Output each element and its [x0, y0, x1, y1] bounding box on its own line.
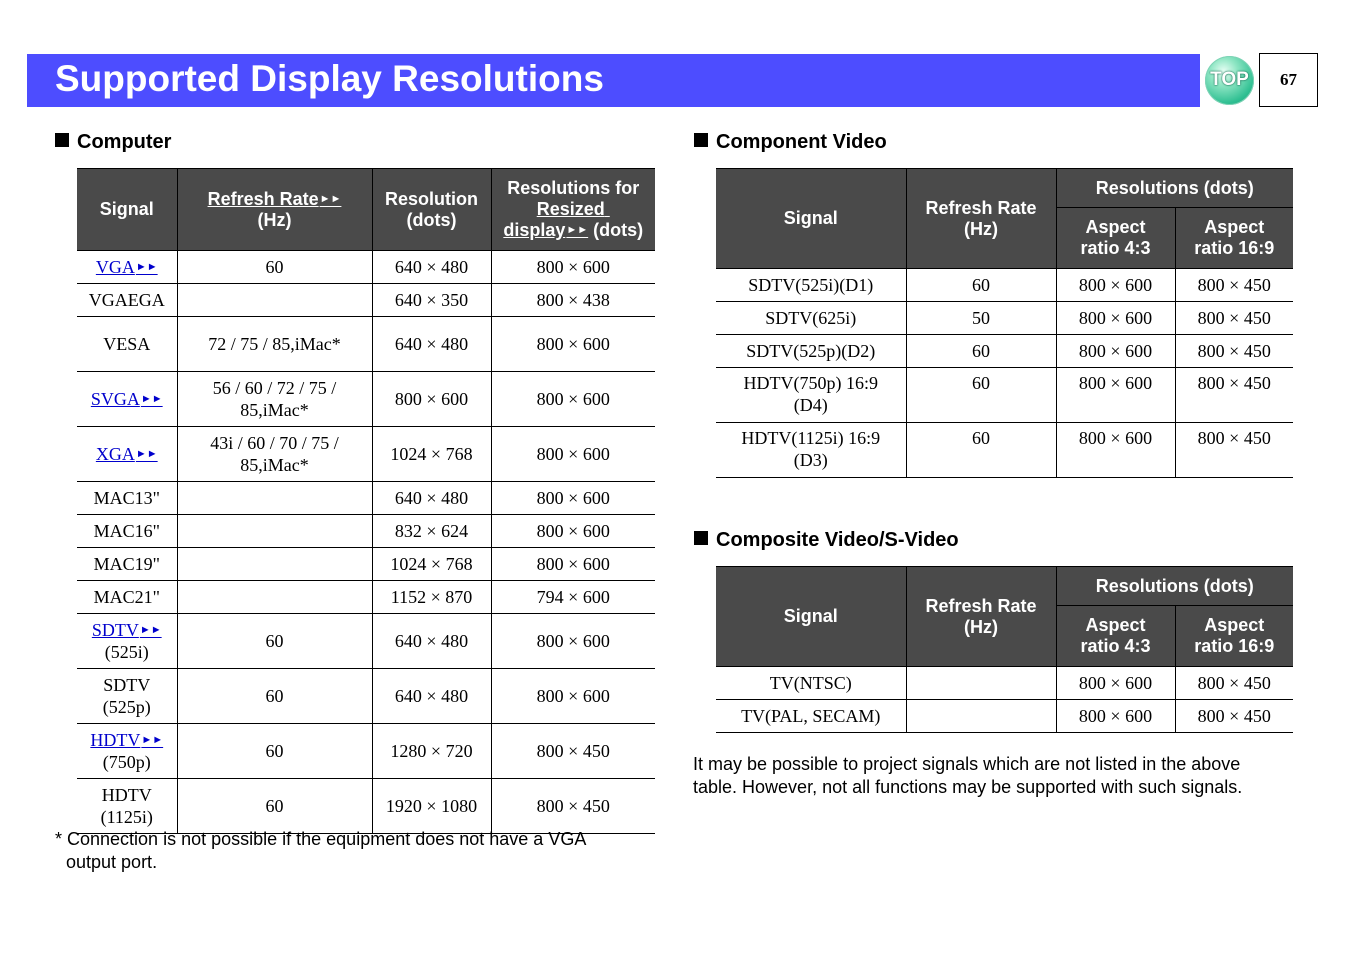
composite-table-body: [716, 667, 1293, 733]
aspect169-cell: 800 × 450: [1175, 269, 1293, 302]
refresh-cell: [177, 581, 372, 614]
table-row: [77, 779, 655, 834]
signal-link-label: HDTV: [90, 730, 141, 750]
signal-cell: [716, 335, 906, 368]
table-row: [716, 423, 1293, 478]
composite-refresh-line1: Refresh Rate: [925, 595, 1037, 616]
resolution-cell: 832 × 624: [372, 515, 491, 548]
composite-aspect169-line1: Aspect: [1204, 615, 1265, 635]
page-number: 67: [1280, 70, 1297, 89]
signal-sub-label: (525i): [104, 642, 149, 662]
refresh-unit: (Hz): [257, 209, 292, 230]
composite-header-row1: [716, 567, 1293, 606]
double-right-arrow-icon: ►►: [135, 261, 158, 273]
refresh-cell: 60: [177, 251, 372, 284]
resized-cell: 800 × 600: [491, 482, 655, 515]
aspect43-cell: 800 × 600: [1056, 368, 1175, 423]
composite-refresh-line2: (Hz): [964, 616, 998, 637]
table-row: [716, 368, 1293, 423]
resized-cell: 800 × 600: [491, 669, 655, 724]
signal-link[interactable]: [96, 444, 158, 464]
refresh-cell: 60: [906, 335, 1056, 368]
composite-table: [716, 566, 1293, 733]
signal-label: SDTV(525p)(D2): [746, 341, 876, 361]
page-number-box: [1259, 53, 1318, 107]
refresh-cell: 60: [906, 423, 1056, 478]
signal-cell: [77, 427, 177, 482]
resized-cell: 800 × 600: [491, 515, 655, 548]
refresh-cell: 60: [177, 779, 372, 834]
refresh-cell: 60: [177, 724, 372, 779]
computer-header-resized: [491, 169, 655, 251]
signal-cell: [716, 302, 906, 335]
signal-cell: [77, 284, 177, 317]
double-right-arrow-icon: ►►: [139, 624, 162, 636]
aspect169-cell: 800 × 450: [1175, 423, 1293, 478]
resolution-cell: 1152 × 870: [372, 581, 491, 614]
aspect169-cell: 800 × 450: [1175, 335, 1293, 368]
double-right-arrow-icon: ►►: [140, 393, 163, 405]
resized-cell: 800 × 600: [491, 548, 655, 581]
computer-footnote: [55, 828, 586, 874]
double-right-arrow-icon: ►►: [319, 192, 342, 205]
aspect43-cell: 800 × 600: [1056, 302, 1175, 335]
aspect169-cell: 800 × 450: [1175, 302, 1293, 335]
refresh-cell: [177, 284, 372, 317]
signal-cell: TV(NTSC): [716, 667, 906, 700]
resized-cell: 800 × 450: [491, 779, 655, 834]
signal-cell: [716, 269, 906, 302]
black-square-bullet-icon: [694, 531, 708, 545]
refresh-cell: [906, 667, 1056, 700]
signal-link[interactable]: [91, 389, 163, 409]
table-row: [77, 581, 655, 614]
component-header-refresh: [906, 169, 1056, 269]
composite-header-aspect169: [1175, 606, 1293, 667]
signal-label: MAC13": [93, 488, 160, 508]
signal-label: HDTV(1125i) 16:9: [741, 428, 881, 448]
table-row: [77, 317, 655, 372]
resolution-cell: 1920 × 1080: [372, 779, 491, 834]
table-row: [716, 335, 1293, 368]
refresh-cell: 60: [906, 269, 1056, 302]
table-row: [77, 284, 655, 317]
top-button[interactable]: [1205, 56, 1254, 105]
resized-cell: 800 × 600: [491, 372, 655, 427]
aspect169-cell: 800 × 450: [1175, 368, 1293, 423]
note-line1: It may be possible to project signals which are not listed in the above: [693, 754, 1241, 774]
signal-label: HDTV: [101, 785, 152, 805]
resized-link-label1: Resized: [536, 199, 605, 219]
signal-link-label: VGA: [95, 257, 135, 277]
signal-cell: [77, 372, 177, 427]
computer-table: [77, 168, 655, 834]
resolution-cell: 640 × 480: [372, 669, 491, 724]
resized-cell: 800 × 600: [491, 251, 655, 284]
table-row: [716, 700, 1293, 733]
resized-cell: 800 × 600: [491, 614, 655, 669]
resolution-cell: 640 × 350: [372, 284, 491, 317]
signal-cell: [77, 515, 177, 548]
composite-heading: [694, 528, 959, 552]
signal-link[interactable]: [90, 730, 163, 750]
signal-cell: [77, 581, 177, 614]
double-right-arrow-icon: ►►: [141, 734, 164, 746]
refresh-rate-link[interactable]: [208, 189, 342, 209]
component-refresh-line2: (Hz): [964, 218, 998, 239]
composite-header-refresh: [906, 567, 1056, 667]
signal-sub-label: (525p): [102, 697, 151, 717]
computer-heading: [55, 130, 171, 154]
aspect169-cell: 800 × 450: [1175, 667, 1293, 700]
signals-note: [693, 753, 1242, 799]
signal-cell: [77, 614, 177, 669]
resized-cell: 794 × 600: [491, 581, 655, 614]
component-header-aspect43: [1056, 208, 1175, 269]
refresh-cell: 56 / 60 / 72 / 75 / 85,iMac*: [177, 372, 372, 427]
resized-link-label2: display: [503, 220, 566, 240]
component-table: [716, 168, 1293, 478]
component-aspect43-line2: ratio 4:3: [1080, 238, 1151, 258]
aspect169-cell: 800 × 450: [1175, 700, 1293, 733]
signal-cell: [77, 779, 177, 834]
composite-aspect43-line1: Aspect: [1085, 615, 1146, 635]
refresh-rate-link-label: Refresh Rate: [207, 188, 319, 209]
table-row: [77, 427, 655, 482]
signal-label: SDTV: [103, 675, 151, 695]
note-line2: table. However, not all functions may be supported with such signals.: [693, 777, 1243, 797]
resolution-cell: 640 × 480: [372, 482, 491, 515]
composite-aspect169-line2: ratio 16:9: [1194, 636, 1275, 656]
table-row: [77, 372, 655, 427]
signal-cell: [77, 548, 177, 581]
refresh-cell: [177, 482, 372, 515]
signal-label: HDTV(750p) 16:9: [743, 373, 878, 393]
double-right-arrow-icon: ►►: [566, 224, 589, 236]
component-aspect169-line1: Aspect: [1204, 217, 1265, 237]
resized-unit: (dots): [593, 220, 644, 240]
computer-header-row: [77, 169, 655, 251]
resolution-cell: 640 × 480: [372, 317, 491, 372]
table-row: [77, 515, 655, 548]
aspect43-cell: 800 × 600: [1056, 269, 1175, 302]
resolution-cell: 640 × 480: [372, 251, 491, 284]
resized-cell: 800 × 600: [491, 427, 655, 482]
table-row: [77, 251, 655, 284]
title-bar: [27, 54, 1200, 107]
signal-link[interactable]: [96, 257, 158, 277]
component-header-row1: [716, 169, 1293, 208]
signal-cell: [77, 251, 177, 284]
table-row: [77, 614, 655, 669]
refresh-cell: 50: [906, 302, 1056, 335]
signal-label: SDTV(625i): [765, 308, 857, 328]
signal-sub-label: (750p): [102, 752, 151, 772]
component-header-resolutions: Resolutions (dots): [1056, 169, 1293, 208]
signal-sub-label: (D3): [793, 450, 828, 470]
component-header-aspect169: [1175, 208, 1293, 269]
computer-table-body: [77, 251, 655, 834]
table-row: [716, 269, 1293, 302]
resolution-header-line2: (dots): [406, 209, 457, 230]
footnote-line1: * Connection is not possible if the equipment does not have a VGA: [55, 829, 587, 849]
table-row: [77, 548, 655, 581]
signal-link-label: SDTV: [91, 620, 139, 640]
signal-label: MAC21": [93, 587, 160, 607]
resolution-header-line1: Resolution: [385, 188, 478, 209]
signal-link-label: SVGA: [90, 389, 140, 409]
signal-cell: [77, 482, 177, 515]
component-heading-text: Component Video: [716, 131, 887, 153]
signal-cell: [716, 423, 906, 478]
resized-cell: 800 × 600: [491, 317, 655, 372]
composite-header-signal: Signal: [716, 567, 906, 667]
computer-heading-text: Computer: [77, 131, 172, 153]
component-aspect169-line2: ratio 16:9: [1194, 238, 1275, 258]
resolution-cell: 1280 × 720: [372, 724, 491, 779]
component-refresh-line1: Refresh Rate: [925, 197, 1037, 218]
component-aspect43-line1: Aspect: [1085, 217, 1146, 237]
signal-sub-label: (D4): [793, 395, 828, 415]
resolution-cell: 800 × 600: [372, 372, 491, 427]
table-row: [716, 667, 1293, 700]
composite-header-resolutions: Resolutions (dots): [1056, 567, 1293, 606]
computer-header-signal: Signal: [77, 169, 177, 251]
computer-header-resolution: [372, 169, 491, 251]
refresh-cell: [906, 700, 1056, 733]
aspect43-cell: 800 × 600: [1056, 667, 1175, 700]
black-square-bullet-icon: [55, 133, 69, 147]
refresh-cell: 60: [177, 614, 372, 669]
refresh-cell: 72 / 75 / 85,iMac*: [177, 317, 372, 372]
signal-label: SDTV(525i)(D1): [748, 275, 874, 295]
top-button-label: TOP: [1210, 69, 1249, 90]
component-header-signal: Signal: [716, 169, 906, 269]
composite-heading-text: Composite Video/S-Video: [716, 529, 959, 551]
refresh-cell: 43i / 60 / 70 / 75 / 85,iMac*: [177, 427, 372, 482]
aspect43-cell: 800 × 600: [1056, 700, 1175, 733]
aspect43-cell: 800 × 600: [1056, 335, 1175, 368]
signal-cell: [77, 724, 177, 779]
signal-link[interactable]: [92, 620, 162, 640]
resized-cell: 800 × 450: [491, 724, 655, 779]
resolution-cell: 640 × 480: [372, 614, 491, 669]
table-row: [77, 724, 655, 779]
signal-label: VESA: [103, 334, 151, 354]
refresh-cell: 60: [177, 669, 372, 724]
aspect43-cell: 800 × 600: [1056, 423, 1175, 478]
table-row: [77, 669, 655, 724]
double-right-arrow-icon: ►►: [135, 448, 158, 460]
resolution-cell: 1024 × 768: [372, 548, 491, 581]
signal-label: VGAEGA: [88, 290, 165, 310]
page-title: Supported Display Resolutions: [55, 58, 604, 99]
signal-cell: [716, 368, 906, 423]
composite-header-aspect43: [1056, 606, 1175, 667]
refresh-cell: [177, 548, 372, 581]
resized-header-line1: Resolutions for: [507, 178, 640, 198]
signal-cell: [77, 669, 177, 724]
computer-header-refresh: [177, 169, 372, 251]
signal-sub-label: (1125i): [100, 807, 153, 827]
signal-label: MAC19": [93, 554, 160, 574]
refresh-cell: 60: [906, 368, 1056, 423]
black-square-bullet-icon: [694, 133, 708, 147]
resized-cell: 800 × 438: [491, 284, 655, 317]
table-row: [716, 302, 1293, 335]
signal-label: MAC16": [93, 521, 160, 541]
resolution-cell: 1024 × 768: [372, 427, 491, 482]
table-row: [77, 482, 655, 515]
signal-cell: TV(PAL, SECAM): [716, 700, 906, 733]
component-table-body: [716, 269, 1293, 478]
refresh-cell: [177, 515, 372, 548]
composite-aspect43-line2: ratio 4:3: [1080, 636, 1151, 656]
component-heading: [694, 130, 887, 154]
signal-link-label: XGA: [95, 444, 135, 464]
signal-cell: [77, 317, 177, 372]
footnote-line2: output port.: [66, 852, 158, 872]
